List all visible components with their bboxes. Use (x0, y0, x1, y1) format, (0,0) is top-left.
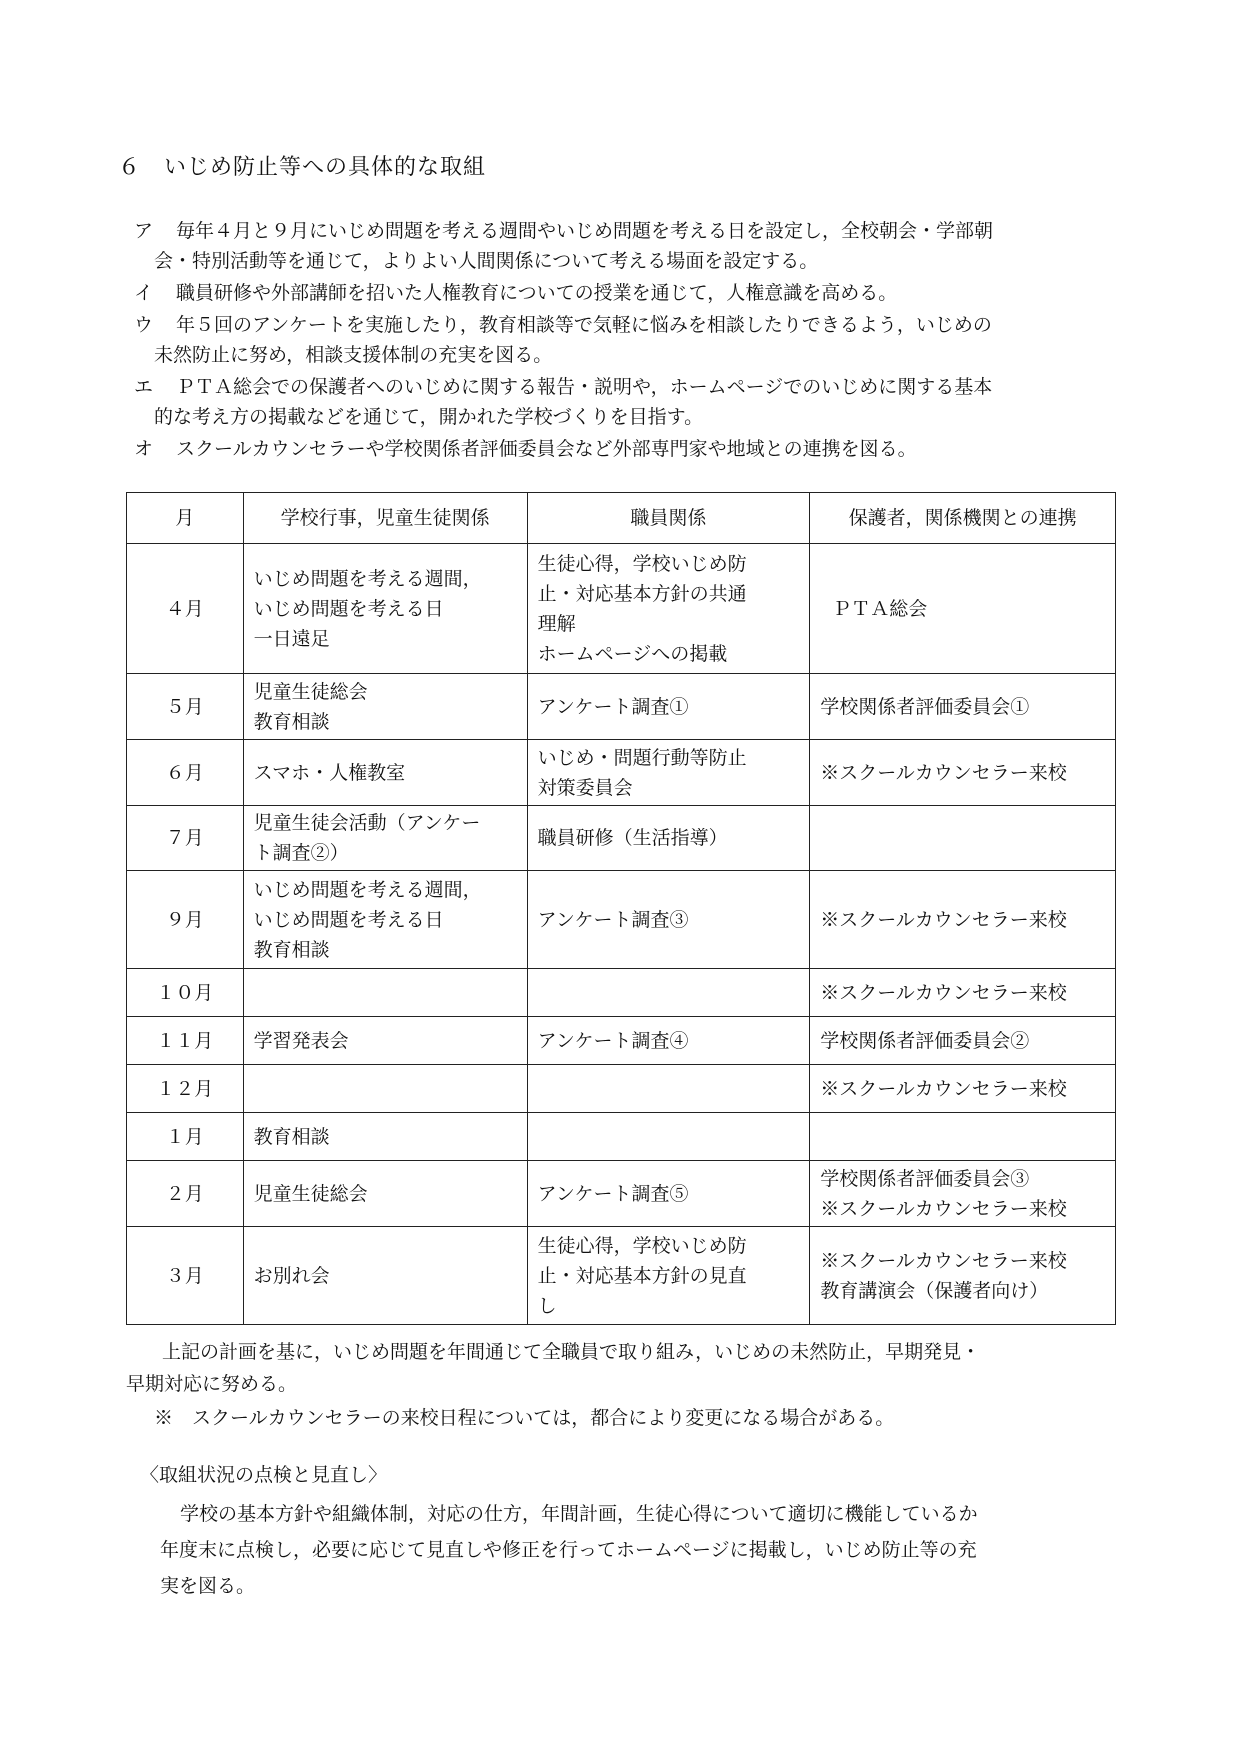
cell-line: スマホ・人権教室 (253, 761, 406, 784)
cell-line: いじめ・問題行動等防止 (537, 746, 747, 769)
list-item (134, 434, 1134, 464)
table-row (127, 740, 1116, 806)
review-line: 年度末に点検し，必要に応じて見直しや修正を行ってホームページに掲載し，いじめ防止等の充 (160, 1539, 977, 1561)
cell-line: ホームページへの掲載 (537, 642, 728, 665)
staff-cell (527, 1161, 810, 1227)
table-row (127, 806, 1116, 871)
cell-line: 学校関係者評価委員会② (820, 1029, 1030, 1052)
cell-line: ※スクールカウンセラー来校 (820, 1197, 1067, 1220)
item-line: 的な考え方の掲載などを通じて，開かれた学校づくりを目指す。 (154, 406, 704, 428)
cell-line: 生徒心得，学校いじめ防 (537, 552, 747, 575)
staff-cell (527, 1113, 810, 1161)
list-item (134, 310, 1134, 370)
cell-line: いじめ問題を考える週間， (253, 567, 482, 590)
list-item (134, 216, 1134, 276)
partners-cell (810, 806, 1116, 871)
table-header-row (127, 493, 1116, 544)
cell-line: いじめ問題を考える日 (253, 908, 444, 931)
cell-line: 学習発表会 (253, 1029, 349, 1052)
staff-cell (527, 1227, 810, 1325)
cell-line: 理解 (537, 612, 576, 635)
header-events: 学校行事，児童生徒関係 (243, 493, 527, 544)
partners-cell (810, 1227, 1116, 1325)
item-text (154, 310, 1134, 370)
partners-cell (810, 544, 1116, 674)
cell-line: ※スクールカウンセラー来校 (820, 761, 1067, 784)
cell-line: ※スクールカウンセラー来校 (820, 908, 1067, 931)
month-cell: １１月 (127, 1017, 244, 1065)
table-row (127, 1065, 1116, 1113)
month-cell: ４月 (127, 544, 244, 674)
table-row (127, 1113, 1116, 1161)
month-cell: １２月 (127, 1065, 244, 1113)
events-cell (243, 544, 527, 674)
summary-line: 早期対応に努める。 (126, 1373, 298, 1395)
month-cell: ５月 (127, 674, 244, 740)
staff-cell (527, 1065, 810, 1113)
cell-line: ※スクールカウンセラー来校 (820, 981, 1067, 1004)
review-title: 〈取組状況の点検と見直し〉 (140, 1464, 388, 1486)
cell-line: 一日遠足 (253, 627, 330, 650)
partners-cell (810, 740, 1116, 806)
cell-line: し (537, 1294, 557, 1317)
events-cell (243, 1161, 527, 1227)
list-item (134, 278, 1134, 308)
cell-line: 学校関係者評価委員会③ (820, 1167, 1030, 1190)
summary-line: 上記の計画を基に，いじめ問題を年間通じて全職員で取り組み，いじめの未然防止，早期発見・ (162, 1341, 981, 1363)
cell-line: 学校関係者評価委員会① (820, 695, 1030, 718)
cell-line: いじめ問題を考える日 (253, 597, 444, 620)
staff-cell (527, 806, 810, 871)
cell-line: アンケート調査④ (537, 1029, 689, 1052)
cell-line: 教育相談 (253, 710, 330, 733)
measures-list (134, 216, 1134, 466)
cell-line: 児童生徒総会 (253, 1182, 368, 1205)
cell-line: 生徒心得，学校いじめ防 (537, 1234, 747, 1257)
events-cell (243, 871, 527, 969)
table-row (127, 1017, 1116, 1065)
header-month: 月 (127, 493, 244, 544)
cell-line: 児童生徒総会 (253, 680, 368, 703)
item-mark: オ (134, 438, 154, 460)
events-cell (243, 1065, 527, 1113)
item-line: 毎年４月と９月にいじめ問題を考える週間やいじめ問題を考える日を設定し，全校朝会・学部朝 (176, 220, 994, 242)
item-line: 会・特別活動等を通じて，よりよい人間関係について考える場面を設定する。 (154, 250, 819, 272)
cell-line: 教育相談 (253, 1125, 330, 1148)
cell-line: 教育講演会（保護者向け） (820, 1279, 1049, 1302)
table-row (127, 871, 1116, 969)
cell-line: ※スクールカウンセラー来校 (820, 1249, 1067, 1272)
staff-cell (527, 674, 810, 740)
cell-line: お別れ会 (253, 1264, 330, 1287)
cell-line: ト調査②） (253, 842, 349, 864)
cell-line: いじめ問題を考える週間， (253, 878, 482, 901)
item-text (154, 216, 1134, 276)
list-item (134, 372, 1134, 432)
cell-line: 児童生徒会活動（アンケー (253, 812, 481, 834)
review-line: 実を図る。 (160, 1575, 256, 1597)
staff-cell (527, 969, 810, 1017)
item-line: 未然防止に努め，相談支援体制の充実を図る。 (154, 344, 553, 366)
cell-line: 止・対応基本方針の見直 (537, 1264, 747, 1287)
month-cell: ２月 (127, 1161, 244, 1227)
cell-line: アンケート調査⑤ (537, 1182, 689, 1205)
month-cell: ７月 (127, 806, 244, 871)
cell-line: ＰＴＡ総会 (832, 597, 928, 620)
item-mark: ウ (134, 314, 154, 336)
item-mark: イ (134, 282, 154, 304)
partners-cell (810, 1017, 1116, 1065)
month-cell: ３月 (127, 1227, 244, 1325)
schedule-note: ※ スクールカウンセラーの来校日程については，都合により変更になる場合がある。 (154, 1407, 895, 1429)
table-row (127, 1227, 1116, 1325)
plan-summary (126, 1336, 1116, 1434)
partners-cell (810, 1161, 1116, 1227)
staff-cell (527, 1017, 810, 1065)
events-cell (243, 806, 527, 871)
item-line: 職員研修や外部講師を招いた人権教育についての授業を通じて，人権意識を高める。 (176, 282, 898, 304)
cell-line: 職員研修（生活指導） (537, 827, 728, 849)
events-cell (243, 1227, 527, 1325)
staff-cell (527, 544, 810, 674)
table-row (127, 674, 1116, 740)
cell-line: アンケート調査① (537, 695, 689, 718)
header-staff: 職員関係 (527, 493, 810, 544)
annual-plan-table (126, 492, 1116, 1325)
item-text (154, 372, 1134, 432)
item-line: 年５回のアンケートを実施したり，教育相談等で気軽に悩みを相談したりできるよう，いじめの (176, 314, 992, 336)
item-text (176, 278, 1134, 308)
month-cell: １０月 (127, 969, 244, 1017)
item-mark: エ (134, 376, 154, 398)
events-cell (243, 1017, 527, 1065)
section-heading: ６ いじめ防止等への具体的な取組 (118, 155, 487, 180)
item-line: ＰＴＡ総会での保護者へのいじめに関する報告・説明や，ホームページでのいじめに関する基本 (176, 376, 993, 398)
cell-line: 教育相談 (253, 938, 330, 961)
review-body (160, 1496, 1100, 1604)
review-line: 学校の基本方針や組織体制，対応の仕方，年間計画，生徒心得について適切に機能しているか (180, 1503, 978, 1525)
staff-cell (527, 871, 810, 969)
events-cell (243, 969, 527, 1017)
table-row (127, 544, 1116, 674)
staff-cell (527, 740, 810, 806)
partners-cell (810, 1113, 1116, 1161)
cell-line: アンケート調査③ (537, 908, 689, 931)
events-cell (243, 740, 527, 806)
item-line: スクールカウンセラーや学校関係者評価委員会など外部専門家や地域との連携を図る。 (176, 438, 917, 460)
month-cell: ９月 (127, 871, 244, 969)
item-mark: ア (134, 220, 154, 242)
cell-line: ※スクールカウンセラー来校 (820, 1077, 1067, 1100)
partners-cell (810, 1065, 1116, 1113)
table-row (127, 1161, 1116, 1227)
cell-line: 止・対応基本方針の共通 (537, 582, 747, 605)
month-cell: １月 (127, 1113, 244, 1161)
partners-cell (810, 969, 1116, 1017)
partners-cell (810, 674, 1116, 740)
partners-cell (810, 871, 1116, 969)
table-row (127, 969, 1116, 1017)
events-cell (243, 674, 527, 740)
header-partners: 保護者，関係機関との連携 (810, 493, 1116, 544)
events-cell (243, 1113, 527, 1161)
month-cell: ６月 (127, 740, 244, 806)
cell-line: 対策委員会 (537, 776, 633, 799)
item-text (176, 434, 1134, 464)
